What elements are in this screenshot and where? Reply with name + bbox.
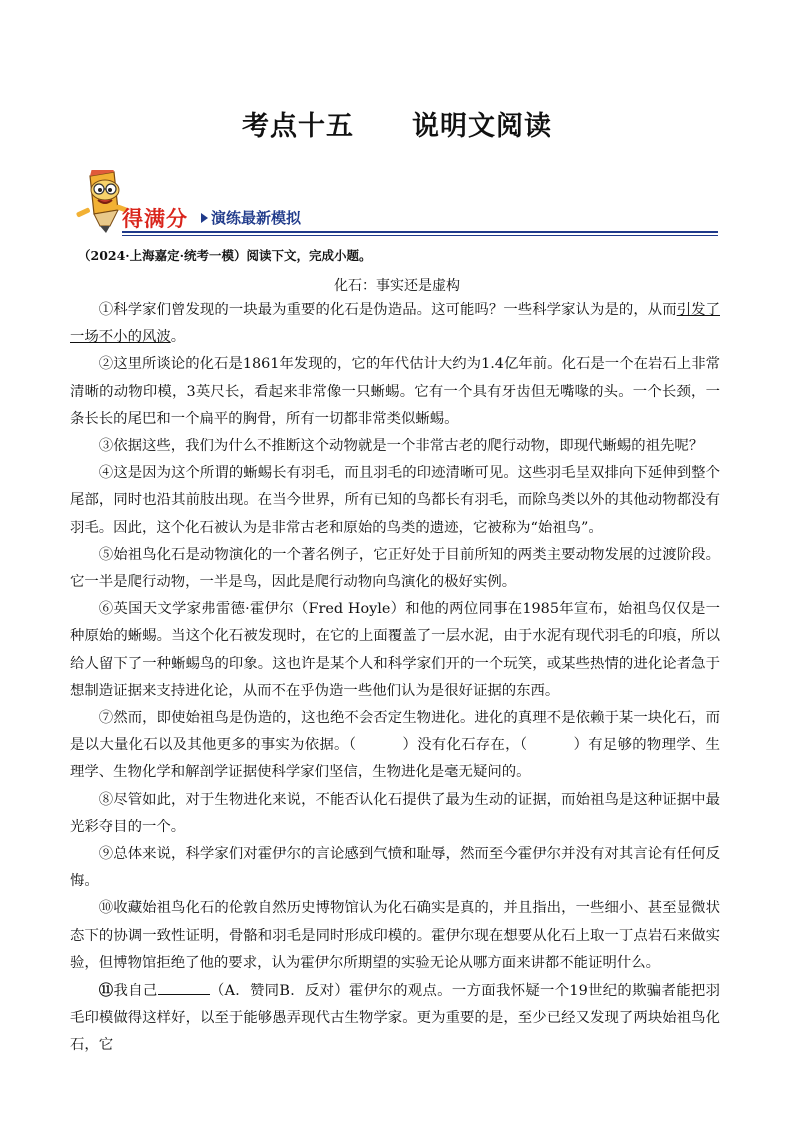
paragraph-1 — [70, 297, 720, 351]
banner-title: 得满分 — [122, 207, 188, 231]
paragraph-6: ⑥英国天文学家弗雷德·霍伊尔（Fred Hoyle）和他的两位同事在1985年宣布，始祖鸟仅仅是一种原始的蜥蜴。当这个化石被发现时，在它的上面覆盖了一层水泥，由于水泥有现代羽毛的印痕，所以给人留下了一种蜥蜴鸟的印象。这也许是某个人和科学家们开的一个玩笑，或某些热情的进化论者急于想制造证据来支持进化论，从而不在乎伪造一些他们认为是很好证据的东西。 — [70, 601, 720, 699]
paragraph-11-part-b: （A．赞同B．反对）霍伊尔的观点。一方面我怀疑一个19世纪的欺骗者能把羽毛印模做得这样好，以至于能够愚弄现代古生物学家。更为重要的是，至少已经又发现了两块始祖鸟化石，它 — [70, 983, 720, 1054]
banner-divider-thin — [122, 235, 718, 236]
paragraph-8: ⑧尽管如此，对于生物进化来说，不能否认化石提供了最为生动的证据，而始祖鸟是这种证据中最光彩夺目的一个。 — [70, 791, 720, 835]
article-body — [70, 297, 720, 1060]
paragraph-4: ④这是因为这个所谓的蜥蜴长有羽毛，而且羽毛的印迹清晰可见。这些羽毛呈双排向下延伸到整个尾部，同时也沿其前肢出现。在当今世界，所有已知的鸟都长有羽毛，而除鸟类以外的其他动物都没有羽毛。因此，这个化石被认为是非常古老和原始的鸟类的遗迹，它被称为“始祖鸟”。 — [70, 465, 720, 536]
section-banner — [70, 170, 718, 240]
triangle-arrow-icon — [201, 213, 208, 223]
article-title: 化石：事实还是虚构 — [334, 278, 460, 294]
paragraph-2: ②这里所谈论的化石是1861年发现的，它的年代估计大约为1.4亿年前。化石是一个在岩石上非常清晰的动物印模，3英尺长，看起来非常像一只蜥蜴。它有一个具有牙齿但无嘴喙的头。一个长颈，一条长长的尾巴和一个扁平的胸骨，所有一切都非常类似蜥蜴。 — [70, 356, 720, 427]
paragraph-9: ⑨总体来说，科学家们对霍伊尔的言论感到气愤和耻辱，然而至今霍伊尔并没有对其言论有任何反悔。 — [70, 846, 720, 890]
page-title — [0, 104, 794, 143]
paragraph-10: ⑩收藏始祖鸟化石的伦敦自然历史博物馆认为化石确实是真的，并且指出，一些细小、甚至显微状态下的协调一致性证明，骨骼和羽毛是同时形成印模的。霍伊尔现在想要从化石上取一丁点岩石来做实验，但博物馆拒绝了他的要求，认为霍伊尔所期望的实验无论从哪方面来讲都不能证明什么。 — [70, 900, 720, 971]
paragraph-11 — [70, 977, 720, 1060]
title-topic-name: 说明文阅读 — [412, 111, 552, 142]
paragraph-7-part-c: ）有足够的物理学、生理学、生物化学和解剖学证据使科学家们坚信，生物进化是毫无疑问的。 — [70, 737, 720, 781]
paragraph-1-end: 。 — [170, 329, 186, 346]
paragraph-7-part-b: ）没有化石存在，（ — [402, 737, 528, 754]
paragraph-5: ⑤始祖鸟化石是动物演化的一个著名例子，它正好处于目前所知的两类主要动物发展的过渡阶段。它一半是爬行动物，一半是鸟，因此是爬行动物向鸟演化的极好实例。 — [70, 546, 720, 591]
pencil-mascot-icon — [70, 170, 130, 234]
paragraph-7-part-a: ⑦然而，即使始祖鸟是伪造的，这也绝不会否定生物进化。进化的真理不是依赖于某一块化石，而是以大量化石以及其他更多的事实为依据。（ — [70, 710, 720, 754]
paragraph-3: ③依据这些，我们为什么不推断这个动物就是一个非常古老的爬行动物，即现代蜥蜴的祖先呢？ — [98, 438, 704, 455]
underlined-phrase: 引发了一场不小的风波 — [70, 302, 720, 346]
paragraph-11-number: ⑪ — [98, 982, 114, 1000]
title-topic-number: 考点十五 — [242, 111, 354, 142]
question-source: （2024·上海嘉定·统考一模）阅读下文，完成小题。 — [78, 248, 372, 263]
paragraph-1-text: ①科学家们曾发现的一块最为重要的化石是伪造品。这可能吗？一些科学家认为是的，从而 — [98, 302, 677, 318]
banner-divider — [122, 231, 718, 233]
banner-subtitle: 演练最新模拟 — [211, 209, 302, 227]
answer-blank — [158, 980, 210, 995]
paragraph-7 — [70, 705, 720, 787]
paragraph-11-part-a: 我自己 — [113, 983, 158, 1000]
